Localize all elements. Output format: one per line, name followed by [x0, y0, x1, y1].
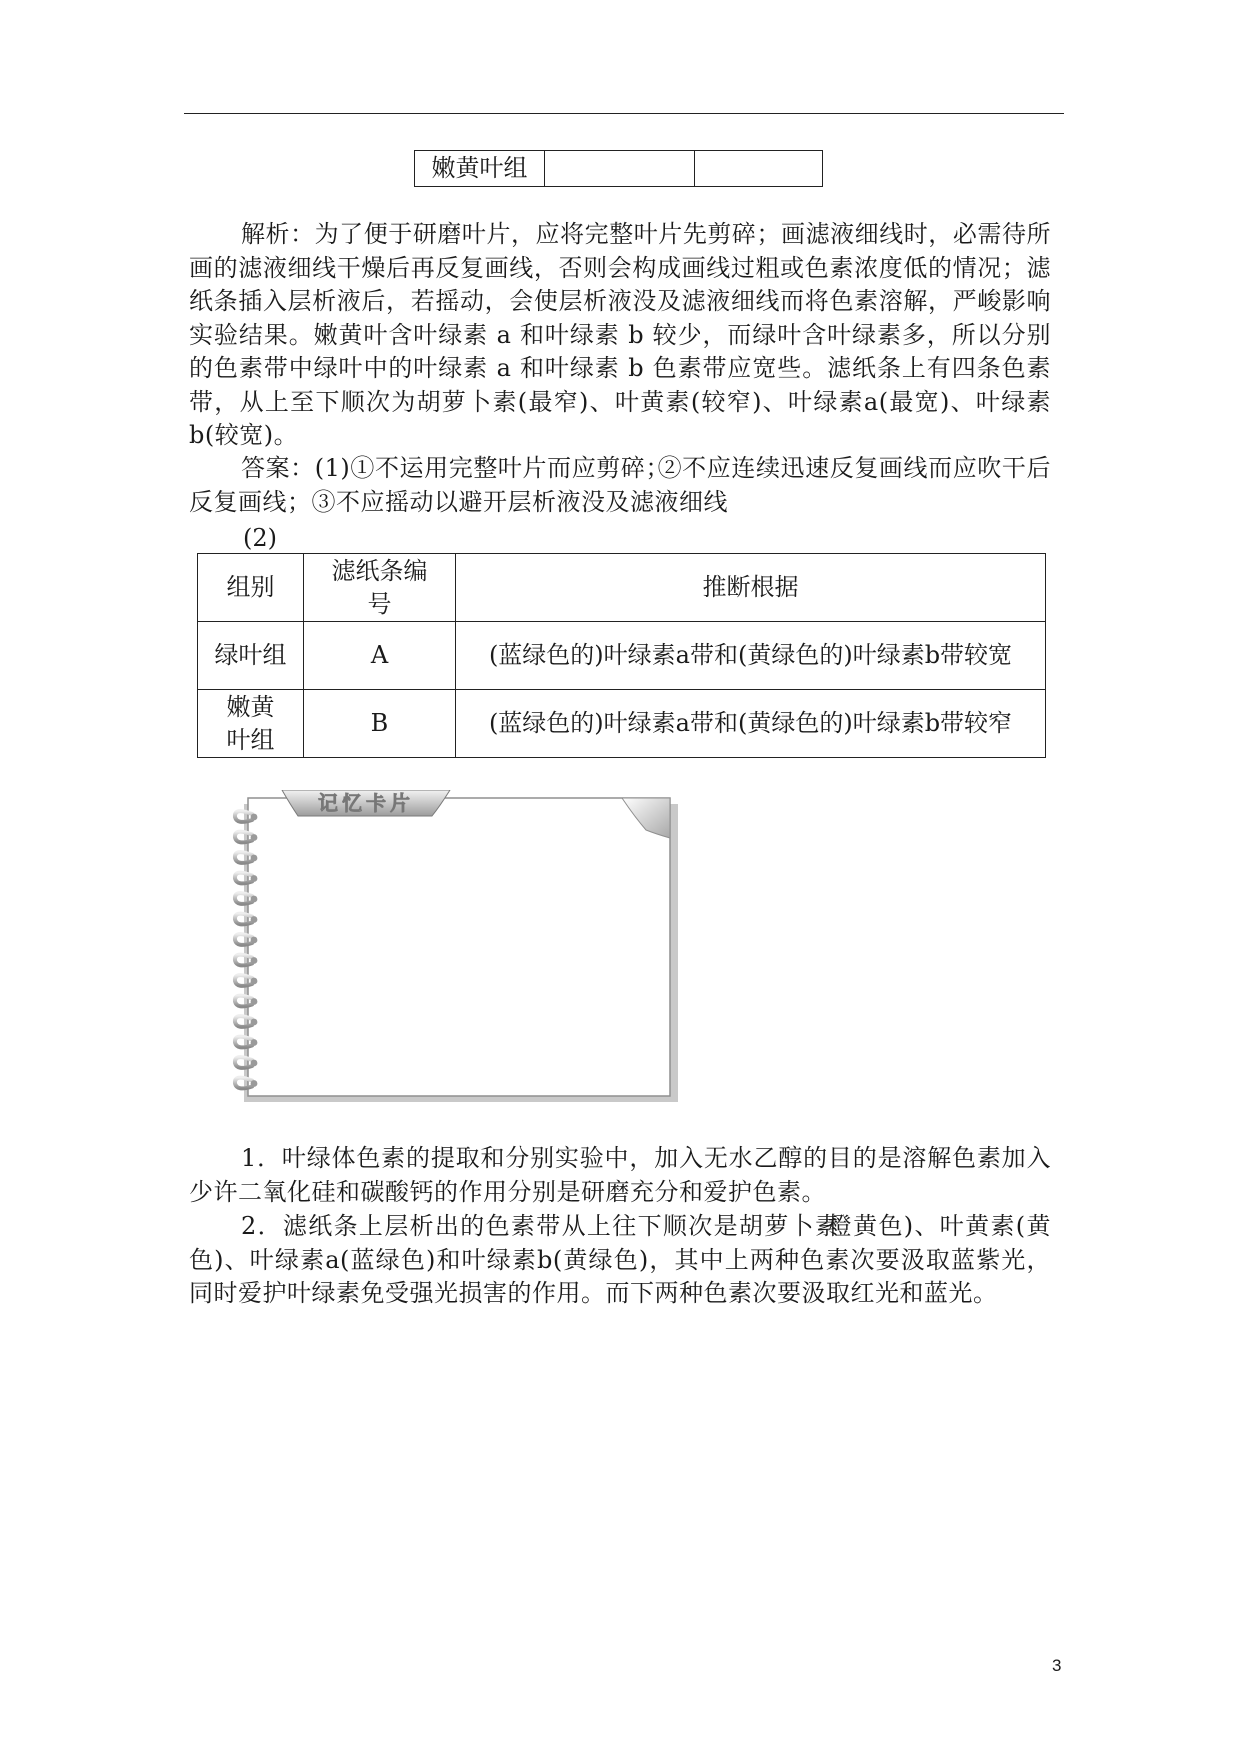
- binding-hole: [251, 834, 258, 841]
- note-item-2-overlap: 素: [814, 1212, 828, 1240]
- binding-hole: [251, 814, 258, 821]
- binding-hole: [251, 1019, 258, 1026]
- binding-hole: [251, 1039, 258, 1046]
- table-row: [198, 622, 1046, 690]
- analysis-paragraph: 解析：为了便于研磨叶片，应将完整叶片先剪碎；画滤液细线时，必需待所画的滤液细线干燥后再反复画线，否则会构成画线过粗或色素浓度低的情况；滤纸条插入层析液后，若摇动，会使层析液没及滤液细线而将色素溶解，严峻影响实验结果。嫩黄叶含叶绿素 a 和叶绿素 b 较少，而绿叶含叶绿素多，所以分别的色素带中绿叶中的叶绿素 a 和叶绿素 b 色素带应宽些。滤纸条上有四条色素带，从上至下顺次为胡萝卜素(最窄)、叶黄素(较窄)、叶绿素a(最宽)、叶绿素b(较宽)。: [189, 220, 1051, 449]
- note-item-1: 1．叶绿体色素的提取和分别实验中，加入无水乙醇的目的是溶解色素加入少许二氧化硅和碳酸钙的作用分别是研磨充分和爱护色素。: [189, 1144, 1051, 1206]
- binding-hole: [251, 1060, 258, 1067]
- row-label-cell: 嫩黄叶组: [415, 151, 545, 187]
- binding-hole: [251, 875, 258, 882]
- card-page: [248, 798, 670, 1096]
- binding-hole: [251, 978, 258, 985]
- cell-basis: (蓝绿色的)叶绿素a带和(黄绿色的)叶绿素b带较宽: [456, 622, 1046, 690]
- binding-hole: [251, 855, 258, 862]
- cell-group: 绿叶组: [198, 622, 304, 690]
- table-row: [198, 690, 1046, 758]
- header-cell-group: 组别: [198, 554, 304, 622]
- table-header-row: [198, 554, 1046, 622]
- answer-text-tail: ②不应连续迅速反复画线而应吹干后反复画线；③不应摇动以避开层析液没及滤液细线: [189, 454, 1051, 516]
- header-rule: [184, 113, 1064, 114]
- binding-hole: [251, 998, 258, 1005]
- binding-hole: [251, 896, 258, 903]
- binding-hole: [251, 1080, 258, 1087]
- part-2-label: (2): [243, 524, 277, 552]
- cell-strip: A: [304, 622, 456, 690]
- cell-basis: (蓝绿色的)叶绿素a带和(黄绿色的)叶绿素b带较窄: [456, 690, 1046, 758]
- note-item-2-tail: 橙黄色)、叶黄素(黄色)、叶绿素a(蓝绿色)和叶绿素b(黄绿色)，其中上两种色素次要汲取蓝紫光，同时爱护叶绿素免受强光损害的作用。而下两种色素次要汲取红光和蓝光。: [189, 1212, 1052, 1307]
- cell-strip: B: [304, 690, 456, 758]
- memo-card: [232, 790, 742, 1112]
- answer-paragraph: [189, 452, 1051, 519]
- result-table: [197, 553, 1046, 758]
- empty-cell: [695, 151, 823, 187]
- card-title: 记忆卡片: [318, 793, 414, 815]
- header-cell-basis: 推断根据: [456, 554, 1046, 622]
- binding-hole: [251, 957, 258, 964]
- empty-cell: [545, 151, 695, 187]
- header-cell-strip: 滤纸条编号: [304, 554, 456, 622]
- top-table-fragment: [414, 150, 823, 187]
- page-number: 3: [1052, 1656, 1062, 1675]
- note-item-2: [189, 1210, 1051, 1311]
- answer-overlap-punct: ；: [645, 454, 658, 482]
- binding-hole: [251, 916, 258, 923]
- cell-group: 嫩黄叶组: [198, 690, 304, 758]
- table-row: [415, 151, 823, 187]
- answer-text-head: 答案：(1)①不运用完整叶片而应剪碎: [241, 454, 646, 482]
- binding-hole: [251, 937, 258, 944]
- note-item-2-head: 2．滤纸条上层析出的色素带从上往下顺次是胡萝卜: [241, 1212, 815, 1240]
